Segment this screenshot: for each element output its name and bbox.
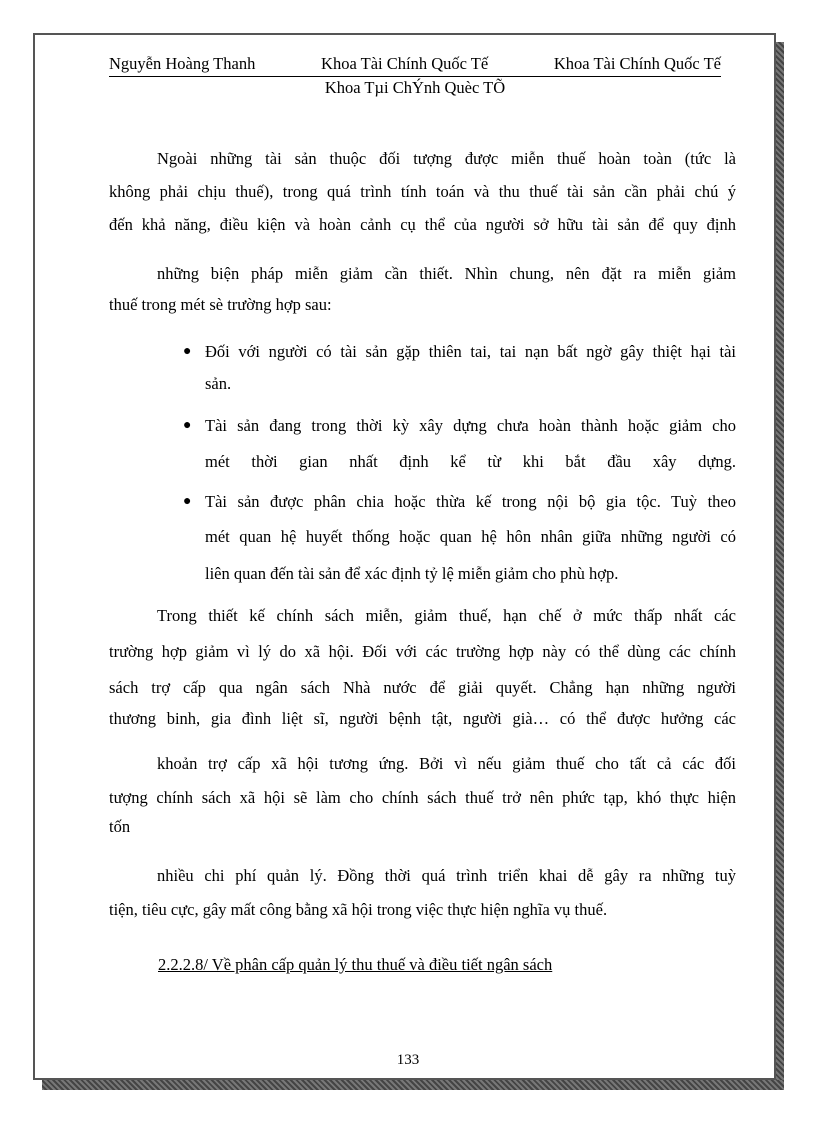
header-dept-garbled: Khoa Tµi ChÝnh Quèc TÕ xyxy=(324,78,506,97)
page-number: 133 xyxy=(396,1052,420,1068)
bullet-dot-3: ● xyxy=(183,494,192,509)
bullet1-line1: Đối với người có tài sản gặp thiên tai, tai nạn bất ngờ gây thiệt hại tài xyxy=(205,342,736,361)
para1-line3: đến khả năng, điều kiện và hoàn cảnh cụ thể của người sở hữu tài sản để quy định xyxy=(109,215,736,234)
header-rule xyxy=(109,76,721,77)
bullet-dot-1: ● xyxy=(183,344,192,359)
para4-line1: khoản trợ cấp xã hội tương ứng. Bởi vì nếu giảm thuế cho tất cả các đối xyxy=(157,754,736,773)
bullet2-line1: Tài sản đang trong thời kỳ xây dựng chưa hoàn thành hoặc giảm cho xyxy=(205,416,736,435)
page-shadow-bottom xyxy=(42,1080,784,1090)
para3-line2: trường hợp giảm vì lý do xã hội. Đối với các trường hợp này có thể dùng các chính xyxy=(109,642,736,661)
para3-line4: thương binh, gia đình liệt sĩ, người bệnh tật, người già… có thể được hưởng các xyxy=(109,709,736,728)
page-shadow-right xyxy=(776,42,784,1090)
para1-line2: không phải chịu thuế), trong quá trình tính toán và thu thuế tài sản cần phải chú ý xyxy=(109,182,736,201)
para3-line3: sách trợ cấp qua ngân sách Nhà nước để giải quyết. Chẳng hạn những người xyxy=(109,678,736,697)
header-dept-2: Khoa Tài Chính Quốc Tế xyxy=(553,54,721,73)
bullet1-line2: sản. xyxy=(205,374,232,393)
bullet-dot-2: ● xyxy=(183,418,192,433)
para4-line2: tượng chính sách xã hội sẽ làm cho chính sách thuế trở nên phức tạp, khó thực hiện xyxy=(109,788,736,807)
header-dept-1: Khoa Tài Chính Quốc Tế xyxy=(321,54,489,73)
para4-line3: tốn xyxy=(109,817,131,836)
header-author: Nguyễn Hoàng Thanh xyxy=(109,54,256,73)
para5-line1: nhiều chi phí quản lý. Đồng thời quá trình triển khai dễ gây ra những tuỳ xyxy=(157,866,736,885)
para1-line1: Ngoài những tài sản thuộc đối tượng được miễn thuế hoàn toàn (tức là xyxy=(157,149,736,168)
bullet3-line2: mét quan hệ huyết thống hoặc quan hệ hôn nhân giữa những người có xyxy=(205,527,736,546)
bullet2-line2: mét thời gian nhất định kể từ khi bắt đầu xây dựng. xyxy=(205,452,736,471)
page-header xyxy=(109,52,721,99)
bullet3-line3: liên quan đến tài sản để xác định tỷ lệ miễn giảm cho phù hợp. xyxy=(205,564,619,583)
para2-line2: thuế trong mét sè trường hợp sau: xyxy=(109,295,332,314)
para2-line1: những biện pháp miễn giảm cần thiết. Nhìn chung, nên đặt ra miễn giảm xyxy=(157,264,736,283)
bullet3-line1: Tài sản được phân chia hoặc thừa kế trong nội bộ gia tộc. Tuỳ theo xyxy=(205,492,736,511)
para3-line1: Trong thiết kế chính sách miễn, giảm thuế, hạn chế ở mức thấp nhất các xyxy=(157,606,736,625)
section-subheading: 2.2.2.8/ Về phân cấp quản lý thu thuế và điều tiết ngân sách xyxy=(158,955,553,974)
para5-line2: tiện, tiêu cực, gây mất công bằng xã hội trong việc thực hiện nghĩa vụ thuế. xyxy=(109,900,608,919)
